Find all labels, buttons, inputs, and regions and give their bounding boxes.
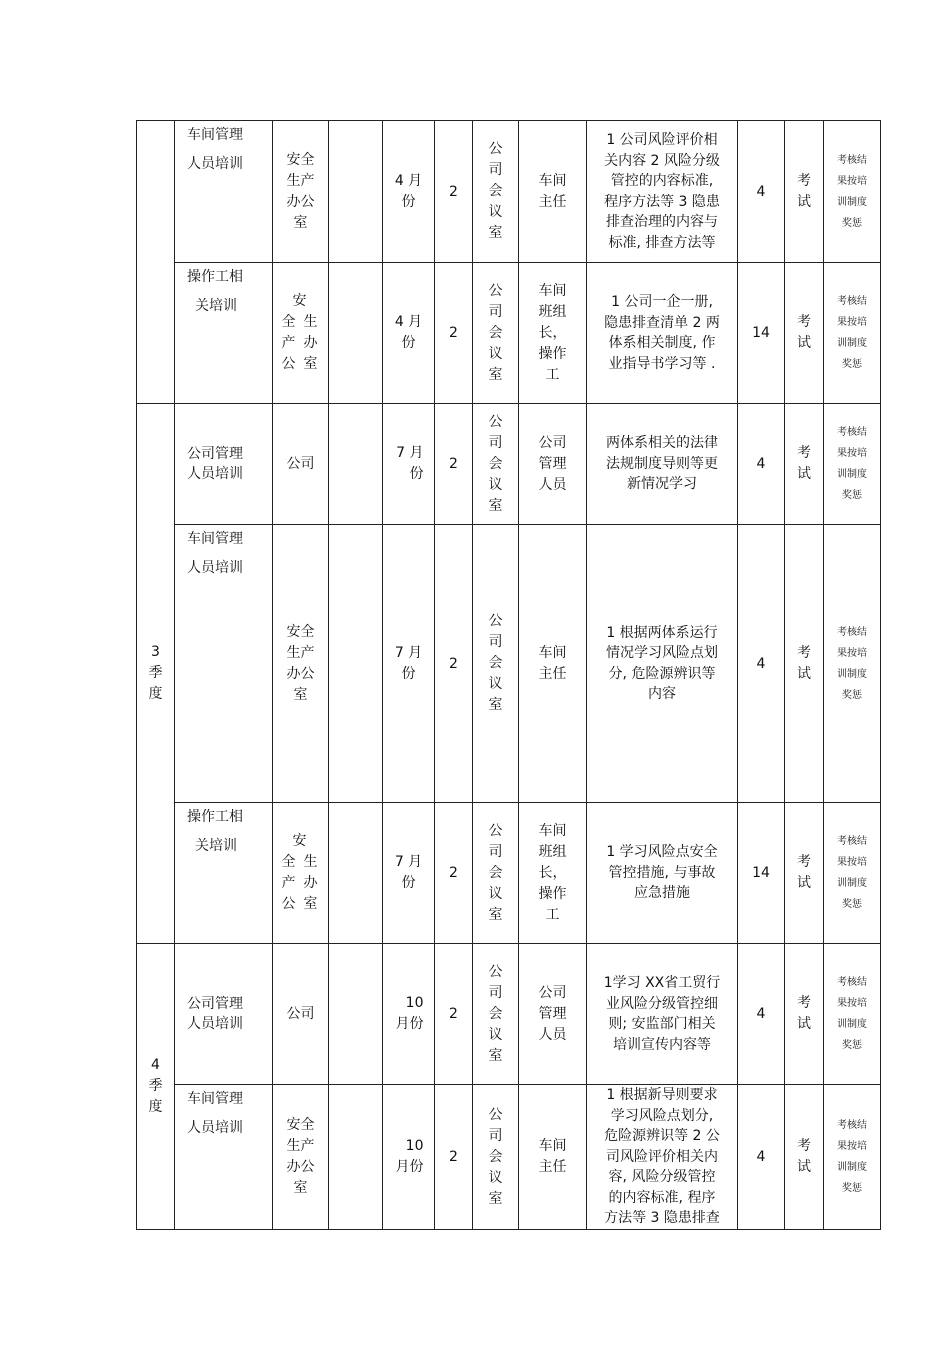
content-cell: 1 根据两体系运行 情况学习风险点划 分, 危险源辨识等 内容 <box>587 525 738 803</box>
topic-cell: 车间管理 人员培训 <box>175 1085 273 1230</box>
place-cell: 公司会议室 <box>473 803 519 944</box>
times-cell: 2 <box>435 404 473 525</box>
hours-cell: 4 <box>738 944 785 1085</box>
table-row <box>137 1085 881 1230</box>
exam-cell: 考试 <box>785 1085 824 1230</box>
table-row <box>137 803 881 944</box>
month-cell: 7 月份 <box>383 404 435 525</box>
hours-cell: 14 <box>738 263 785 404</box>
blank-cell <box>329 263 383 404</box>
month-cell: 4 月份 <box>383 121 435 263</box>
exam-cell: 考试 <box>785 803 824 944</box>
place-cell: 公司会议室 <box>473 525 519 803</box>
audience-cell: 车间主任 <box>519 121 587 263</box>
times-cell: 2 <box>435 1085 473 1230</box>
exam-cell: 考试 <box>785 525 824 803</box>
exam-cell: 考试 <box>785 263 824 404</box>
times-cell: 2 <box>435 263 473 404</box>
topic-cell: 车间管理 人员培训 <box>175 121 273 263</box>
place-cell: 公司会议室 <box>473 1085 519 1230</box>
note-cell: 考核结 果按培 训制度 奖惩 <box>824 1085 881 1230</box>
times-cell: 2 <box>435 525 473 803</box>
note-cell: 考核结 果按培 训制度 奖惩 <box>824 525 881 803</box>
audience-cell: 公司管理人员 <box>519 944 587 1085</box>
topic-cell: 车间管理 人员培训 <box>175 525 273 803</box>
hours-cell: 4 <box>738 1085 785 1230</box>
blank-cell <box>329 404 383 525</box>
times-cell: 2 <box>435 944 473 1085</box>
audience-cell: 车间主任 <box>519 1085 587 1230</box>
quarter-cell: 4 季度 <box>137 944 175 1230</box>
dept-cell: 安 全生 产办 公室 <box>273 803 329 944</box>
note-cell: 考核结 果按培 训制度 奖惩 <box>824 121 881 263</box>
table-row <box>137 944 881 1085</box>
exam-cell: 考试 <box>785 121 824 263</box>
topic-cell: 公司管理 人员培训 <box>175 404 273 525</box>
table-row <box>137 525 881 803</box>
topic-cell: 操作工相 关培训 <box>175 803 273 944</box>
blank-cell <box>329 525 383 803</box>
place-cell: 公司会议室 <box>473 121 519 263</box>
audience-cell: 车间班组长，操作工 <box>519 263 587 404</box>
table-row <box>137 263 881 404</box>
month-cell: 7 月份 <box>383 525 435 803</box>
content-cell: 两体系相关的法律 法规制度导则等更 新情况学习 <box>587 404 738 525</box>
quarter-cell: 3 季度 <box>137 404 175 944</box>
place-cell: 公司会议室 <box>473 263 519 404</box>
note-cell: 考核结 果按培 训制度 奖惩 <box>824 803 881 944</box>
blank-cell <box>329 803 383 944</box>
blank-cell <box>329 944 383 1085</box>
dept-cell: 安全生产办公室 <box>273 525 329 803</box>
hours-cell: 4 <box>738 404 785 525</box>
dept-cell: 安全生产办公室 <box>273 1085 329 1230</box>
dept-cell: 安全生产办公室 <box>273 121 329 263</box>
audience-cell: 车间主任 <box>519 525 587 803</box>
note-cell: 考核结 果按培 训制度 奖惩 <box>824 263 881 404</box>
note-cell: 考核结 果按培 训制度 奖惩 <box>824 944 881 1085</box>
content-cell: 1学习 XX省工贸行 业风险分级管控细 则; 安监部门相关 培训宣传内容等 <box>587 944 738 1085</box>
exam-cell: 考试 <box>785 944 824 1085</box>
hours-cell: 14 <box>738 803 785 944</box>
month-cell: 10 月份 <box>383 944 435 1085</box>
times-cell: 2 <box>435 121 473 263</box>
note-cell: 考核结 果按培 训制度 奖惩 <box>824 404 881 525</box>
place-cell: 公司会议室 <box>473 404 519 525</box>
content-cell: 1 学习风险点安全 管控措施, 与事故 应急措施 <box>587 803 738 944</box>
dept-cell: 公司 <box>273 944 329 1085</box>
month-cell: 4 月份 <box>383 263 435 404</box>
dept-cell: 安 全生 产办 公室 <box>273 263 329 404</box>
dept-cell: 公司 <box>273 404 329 525</box>
content-cell: 1 根据新导则要求 学习风险点划分, 危险源辨识等 2 公 司风险评价相关内 容, 风险分级管控 的内容标准, 程序 方法等 3 隐患排查 <box>587 1085 738 1230</box>
hours-cell: 4 <box>738 121 785 263</box>
audience-cell: 车间班组长，操作工 <box>519 803 587 944</box>
month-cell: 10 月份 <box>383 1085 435 1230</box>
table-row <box>137 404 881 525</box>
content-cell: 1 公司一企一册, 隐患排查清单 2 两 体系相关制度, 作 业指导书学习等 . <box>587 263 738 404</box>
quarter-cell <box>137 121 175 404</box>
blank-cell <box>329 121 383 263</box>
topic-cell: 操作工相 关培训 <box>175 263 273 404</box>
month-cell: 7 月份 <box>383 803 435 944</box>
blank-cell <box>329 1085 383 1230</box>
audience-cell: 公司管理人员 <box>519 404 587 525</box>
hours-cell: 4 <box>738 525 785 803</box>
exam-cell: 考试 <box>785 404 824 525</box>
topic-cell: 公司管理 人员培训 <box>175 944 273 1085</box>
times-cell: 2 <box>435 803 473 944</box>
place-cell: 公司会议室 <box>473 944 519 1085</box>
training-plan-table <box>136 120 881 1230</box>
content-cell: 1 公司风险评价相 关内容 2 风险分级 管控的内容标准, 程序方法等 3 隐患 排查治理的内容与 标准, 排查方法等 <box>587 121 738 263</box>
table-row <box>137 121 881 263</box>
